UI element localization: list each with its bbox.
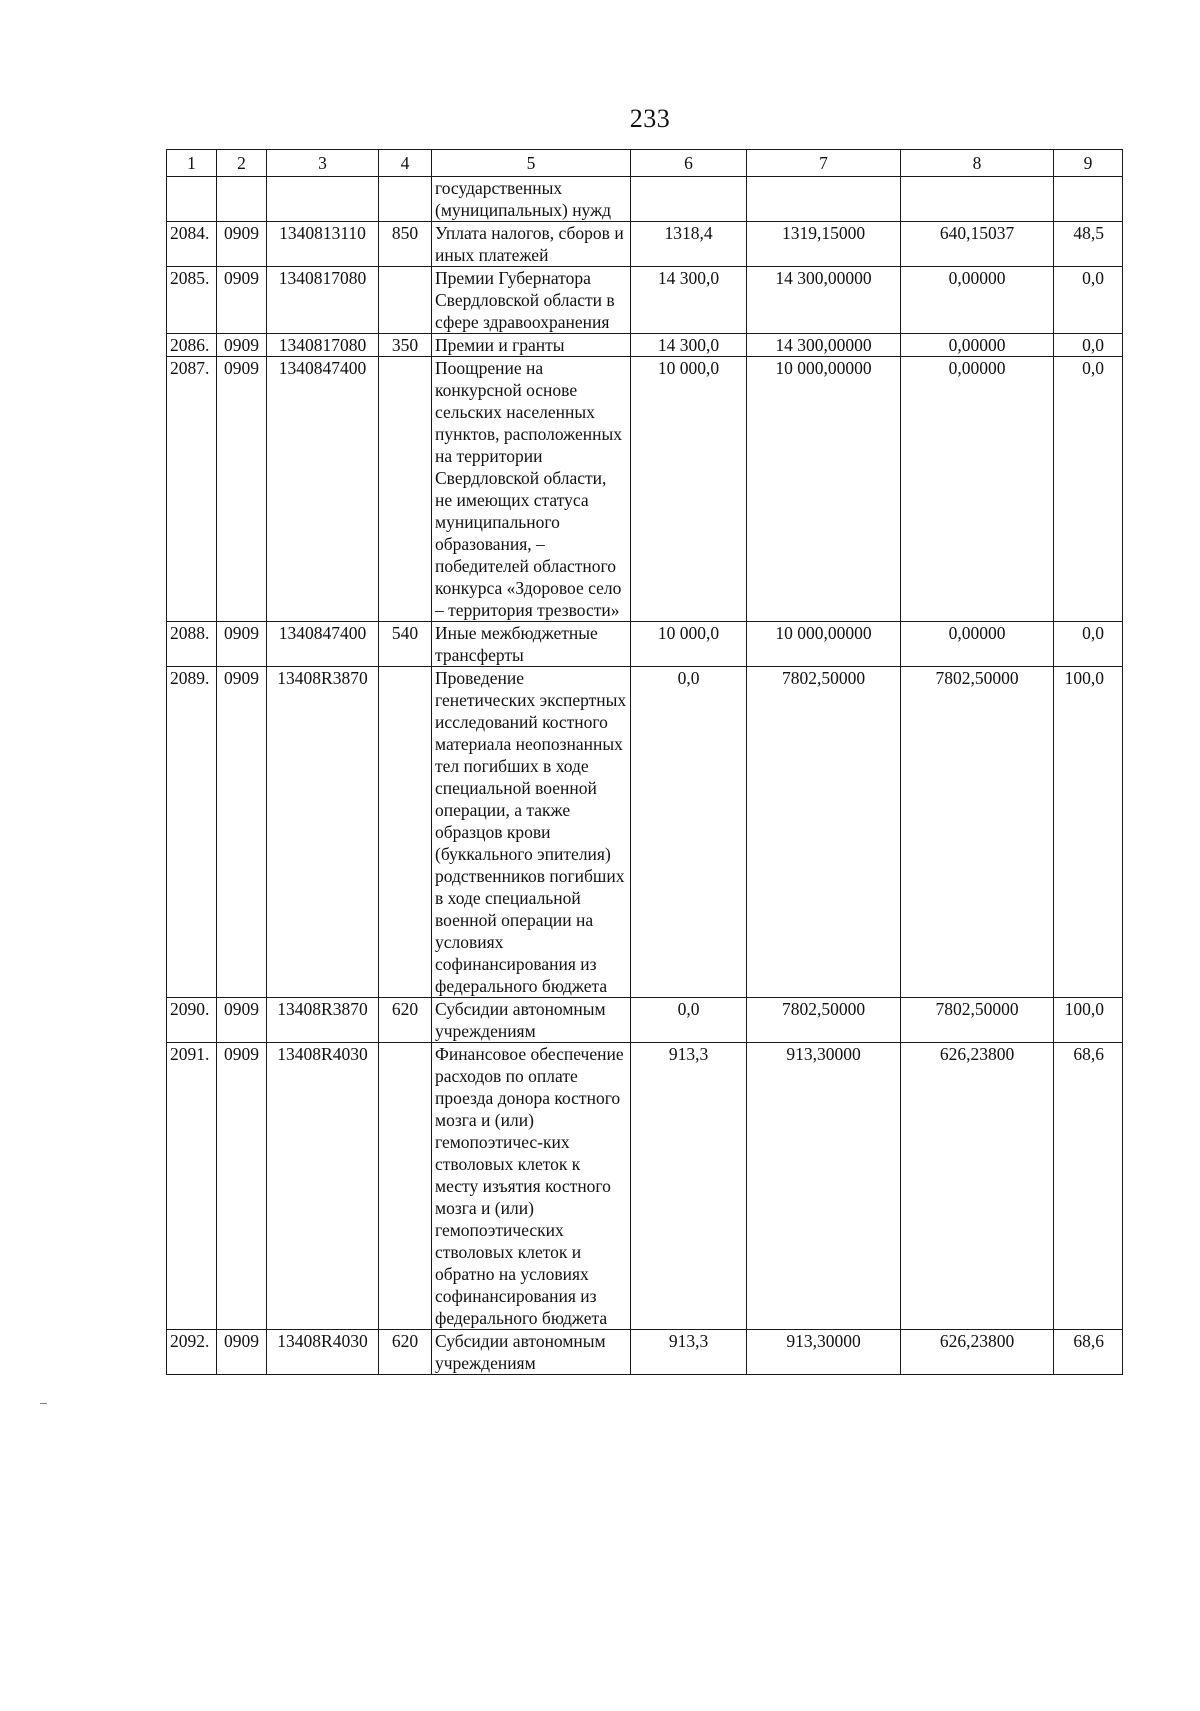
executed-amount-cell: 7802,50000 — [901, 998, 1054, 1043]
adjusted-amount-cell: 7802,50000 — [747, 998, 901, 1043]
table-row — [167, 1043, 1123, 1330]
planned-amount-cell: 0,0 — [631, 667, 747, 998]
adjusted-amount-cell — [747, 177, 901, 222]
header-cell: 1 — [167, 150, 217, 177]
planned-amount-cell: 913,3 — [631, 1330, 747, 1375]
expense-type-cell: 620 — [379, 998, 432, 1043]
description-cell: Проведение генетических экспертных исследований костного материала неопознанных тел погибших в ходе специальной военной операции, а также образцов крови (буккального эпителия) родственников погибших в ходе специальной военной операции на условиях софинансирования из федерального бюджета — [432, 667, 631, 998]
row-number-cell: 2088. — [167, 622, 217, 667]
planned-amount-cell: 10 000,0 — [631, 357, 747, 622]
header-cell: 8 — [901, 150, 1054, 177]
header-cell: 3 — [267, 150, 379, 177]
adjusted-amount-cell: 10 000,00000 — [747, 357, 901, 622]
adjusted-amount-cell: 7802,50000 — [747, 667, 901, 998]
section-code-cell: 0909 — [217, 222, 267, 267]
execution-percent-cell: 68,6 — [1054, 1043, 1123, 1330]
section-code-cell — [217, 177, 267, 222]
section-code-cell: 0909 — [217, 667, 267, 998]
target-code-cell: 1340847400 — [267, 622, 379, 667]
row-number-cell: 2084. — [167, 222, 217, 267]
header-cell: 5 — [432, 150, 631, 177]
header-cell: 4 — [379, 150, 432, 177]
header-cell: 9 — [1054, 150, 1123, 177]
execution-percent-cell: 0,0 — [1054, 267, 1123, 334]
planned-amount-cell: 0,0 — [631, 998, 747, 1043]
table-row — [167, 177, 1123, 222]
section-code-cell: 0909 — [217, 622, 267, 667]
adjusted-amount-cell: 1319,15000 — [747, 222, 901, 267]
section-code-cell: 0909 — [217, 357, 267, 622]
budget-table — [166, 149, 1123, 1375]
execution-percent-cell: 100,0 — [1054, 998, 1123, 1043]
expense-type-cell — [379, 267, 432, 334]
header-cell: 6 — [631, 150, 747, 177]
executed-amount-cell: 0,00000 — [901, 334, 1054, 357]
expense-type-cell: 350 — [379, 334, 432, 357]
expense-type-cell: 620 — [379, 1330, 432, 1375]
table-row — [167, 357, 1123, 622]
planned-amount-cell: 1318,4 — [631, 222, 747, 267]
expense-type-cell — [379, 1043, 432, 1330]
target-code-cell: 1340847400 — [267, 357, 379, 622]
description-cell: Премии и гранты — [432, 334, 631, 357]
table-row — [167, 334, 1123, 357]
executed-amount-cell: 626,23800 — [901, 1043, 1054, 1330]
expense-type-cell — [379, 177, 432, 222]
page-number: 233 — [629, 104, 671, 133]
execution-percent-cell: 68,6 — [1054, 1330, 1123, 1375]
section-code-cell: 0909 — [217, 334, 267, 357]
expense-type-cell: 540 — [379, 622, 432, 667]
executed-amount-cell: 0,00000 — [901, 622, 1054, 667]
table-row — [167, 667, 1123, 998]
description-cell: государственных (муниципальных) нужд — [432, 177, 631, 222]
table-row — [167, 622, 1123, 667]
adjusted-amount-cell: 913,30000 — [747, 1330, 901, 1375]
target-code-cell: 1340813110 — [267, 222, 379, 267]
target-code-cell: 1340817080 — [267, 334, 379, 357]
execution-percent-cell: 0,0 — [1054, 334, 1123, 357]
adjusted-amount-cell: 14 300,00000 — [747, 334, 901, 357]
expense-type-cell — [379, 357, 432, 622]
execution-percent-cell: 0,0 — [1054, 622, 1123, 667]
planned-amount-cell — [631, 177, 747, 222]
execution-percent-cell: 100,0 — [1054, 667, 1123, 998]
row-number-cell: 2090. — [167, 998, 217, 1043]
description-cell: Премии Губернатора Свердловской области в сфере здравоохранения — [432, 267, 631, 334]
row-number-cell: 2089. — [167, 667, 217, 998]
description-cell: Поощрение на конкурсной основе сельских населенных пунктов, расположенных на территории Свердловской области, не имеющих статуса муниципального образования, – победителей областного конкурса «Здоровое село – территория трезвости» — [432, 357, 631, 622]
executed-amount-cell — [901, 177, 1054, 222]
execution-percent-cell — [1054, 177, 1123, 222]
table-body — [167, 177, 1123, 1375]
table-row — [167, 998, 1123, 1043]
row-number-cell: 2087. — [167, 357, 217, 622]
header-cell: 7 — [747, 150, 901, 177]
adjusted-amount-cell: 14 300,00000 — [747, 267, 901, 334]
header-row — [167, 150, 1123, 177]
row-number-cell: 2085. — [167, 267, 217, 334]
planned-amount-cell: 14 300,0 — [631, 334, 747, 357]
executed-amount-cell: 640,15037 — [901, 222, 1054, 267]
executed-amount-cell: 0,00000 — [901, 357, 1054, 622]
adjusted-amount-cell: 913,30000 — [747, 1043, 901, 1330]
planned-amount-cell: 10 000,0 — [631, 622, 747, 667]
expense-type-cell — [379, 667, 432, 998]
table-row — [167, 1330, 1123, 1375]
target-code-cell: 13408R3870 — [267, 998, 379, 1043]
section-code-cell: 0909 — [217, 998, 267, 1043]
section-code-cell: 0909 — [217, 1330, 267, 1375]
description-cell: Субсидии автономным учреждениям — [432, 998, 631, 1043]
row-number-cell: 2086. — [167, 334, 217, 357]
target-code-cell — [267, 177, 379, 222]
execution-percent-cell: 48,5 — [1054, 222, 1123, 267]
planned-amount-cell: 913,3 — [631, 1043, 747, 1330]
description-cell: Субсидии автономным учреждениям — [432, 1330, 631, 1375]
row-number-cell: 2092. — [167, 1330, 217, 1375]
target-code-cell: 13408R4030 — [267, 1043, 379, 1330]
section-code-cell: 0909 — [217, 267, 267, 334]
section-code-cell: 0909 — [217, 1043, 267, 1330]
margin-mark — [40, 1403, 47, 1404]
description-cell: Уплата налогов, сборов и иных платежей — [432, 222, 631, 267]
executed-amount-cell: 0,00000 — [901, 267, 1054, 334]
executed-amount-cell: 626,23800 — [901, 1330, 1054, 1375]
row-number-cell: 2091. — [167, 1043, 217, 1330]
description-cell: Иные межбюджетные трансферты — [432, 622, 631, 667]
planned-amount-cell: 14 300,0 — [631, 267, 747, 334]
table-row — [167, 222, 1123, 267]
table-row — [167, 267, 1123, 334]
description-cell: Финансовое обеспечение расходов по оплате проезда донора костного мозга и (или) гемопоэтичес-ких стволовых клеток к месту изъятия костного мозга и (или) гемопоэтических стволовых клеток и обратно на условиях софинансирования из федерального бюджета — [432, 1043, 631, 1330]
executed-amount-cell: 7802,50000 — [901, 667, 1054, 998]
target-code-cell: 13408R3870 — [267, 667, 379, 998]
adjusted-amount-cell: 10 000,00000 — [747, 622, 901, 667]
expense-type-cell: 850 — [379, 222, 432, 267]
header-cell: 2 — [217, 150, 267, 177]
target-code-cell: 13408R4030 — [267, 1330, 379, 1375]
execution-percent-cell: 0,0 — [1054, 357, 1123, 622]
row-number-cell — [167, 177, 217, 222]
target-code-cell: 1340817080 — [267, 267, 379, 334]
